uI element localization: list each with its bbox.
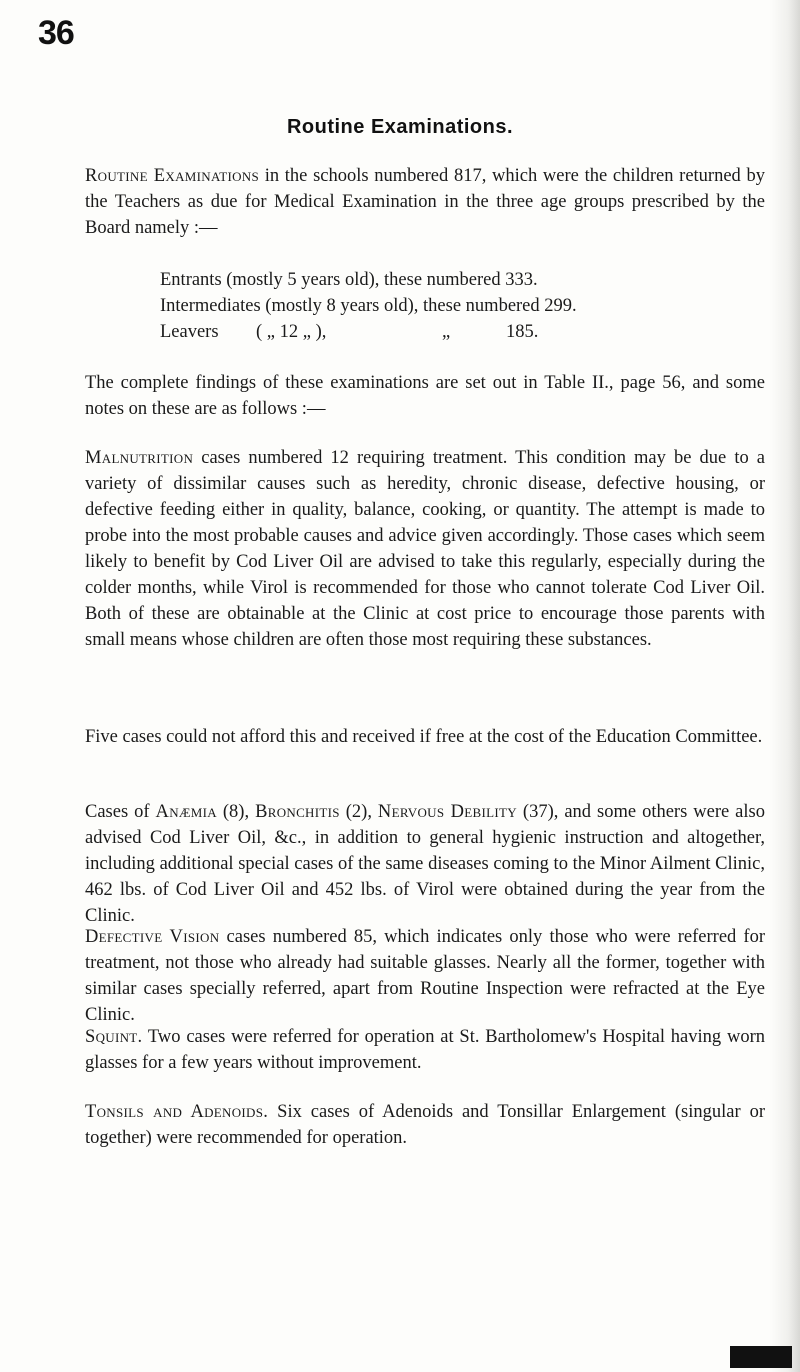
text-defective-vision: cases numbered 85, which indicates only those who were referred for treatment, not those who already had suitable glasses. Nearly all the former, together with similar cases specially referred, apart from Routine Inspection were refracted at the Eye Clinic.	[85, 927, 766, 1025]
lead-anaemia: Anæmia	[155, 802, 217, 822]
lead-nervous-debility: Nervous Debility	[377, 802, 517, 822]
paragraph-tonsils-adenoids	[85, 1099, 765, 1151]
scan-edge-mark	[730, 1346, 792, 1368]
age-group-list	[160, 267, 720, 345]
text-squint: Two cases were referred for operation at St. Bartholomew's Hospital having worn glasses for a few years without improvement.	[85, 1027, 765, 1073]
paragraph-malnutrition	[85, 445, 765, 653]
paragraph-free-cases: Five cases could not afford this and received if free at the cost of the Education Committee.	[85, 727, 763, 747]
age-group-entrants: Entrants (mostly 5 years old), these numbered 333.	[160, 270, 538, 290]
page-number: 36	[38, 14, 74, 52]
lead-tonsils-adenoids: Tonsils and Adenoids.	[85, 1102, 269, 1122]
anaemia-count: (8),	[216, 802, 256, 822]
text-routine-examinations: in the schools numbered 817, which were the children returned by the Teachers as due for Medical Examination in the three age groups prescribed by the Board namely :—	[85, 166, 766, 238]
bronchitis-count: (2),	[339, 802, 378, 822]
section-heading: Routine Examinations.	[286, 116, 514, 138]
age-group-intermediates: Intermediates (mostly 8 years old), these numbered 299.	[160, 296, 577, 316]
paragraph-defective-vision	[85, 924, 765, 1028]
paragraph-squint	[85, 1024, 765, 1076]
page-edge-shadow	[770, 0, 800, 1372]
leavers-age: ( „ 12 „ ),	[256, 322, 327, 342]
leavers-label: Leavers	[160, 322, 219, 342]
lead-routine-examinations: Routine Examinations	[85, 166, 259, 186]
lead-squint: Squint.	[85, 1027, 143, 1047]
lead-bronchitis: Bronchitis	[255, 802, 340, 822]
paragraph-anaemia	[85, 799, 765, 929]
anaemia-text: (37), and some others were also advised Cod Liver Oil, &c., in addition to general hygienic instruction and altogether, including additional special cases of the same diseases coming to the Minor Ailment Clinic, 462 lbs. of Cod Liver Oil and 452 lbs. of Virol were obtained during the year from the Clinic.	[85, 802, 765, 926]
lead-malnutrition: Malnutrition	[85, 448, 194, 468]
anaemia-pre: Cases of	[85, 802, 156, 822]
paragraph-routine-examinations	[85, 163, 765, 241]
text-malnutrition: cases numbered 12 requiring treatment. This condition may be due to a variety of dissimilar causes such as heredity, chronic disease, defective housing, or defective feeding either in quality, balance, cooking, or quantity. The attempt is made to probe into the most probable causes and advice given accordingly. Those cases which seem likely to benefit by Cod Liver Oil are advised to take this regularly, especially during the colder months, while Virol is recommended for those who cannot tolerate Cod Liver Oil. Both of these are obtainable at the Clinic at cost price to encourage those parents with small means whose children are often those most requiring these substances.	[85, 448, 765, 650]
lead-defective-vision: Defective Vision	[85, 927, 220, 947]
text-tonsils-adenoids: Six cases of Adenoids and Tonsillar Enlargement (singular or together) were recommended for operation.	[85, 1102, 765, 1148]
leavers-count: 185.	[506, 322, 539, 342]
leavers-ditto-mark: „	[442, 322, 451, 342]
paragraph-findings-intro: The complete findings of these examinations are set out in Table II., page 56, and some notes on these are as follows :—	[85, 373, 765, 419]
age-group-leavers	[160, 319, 720, 345]
